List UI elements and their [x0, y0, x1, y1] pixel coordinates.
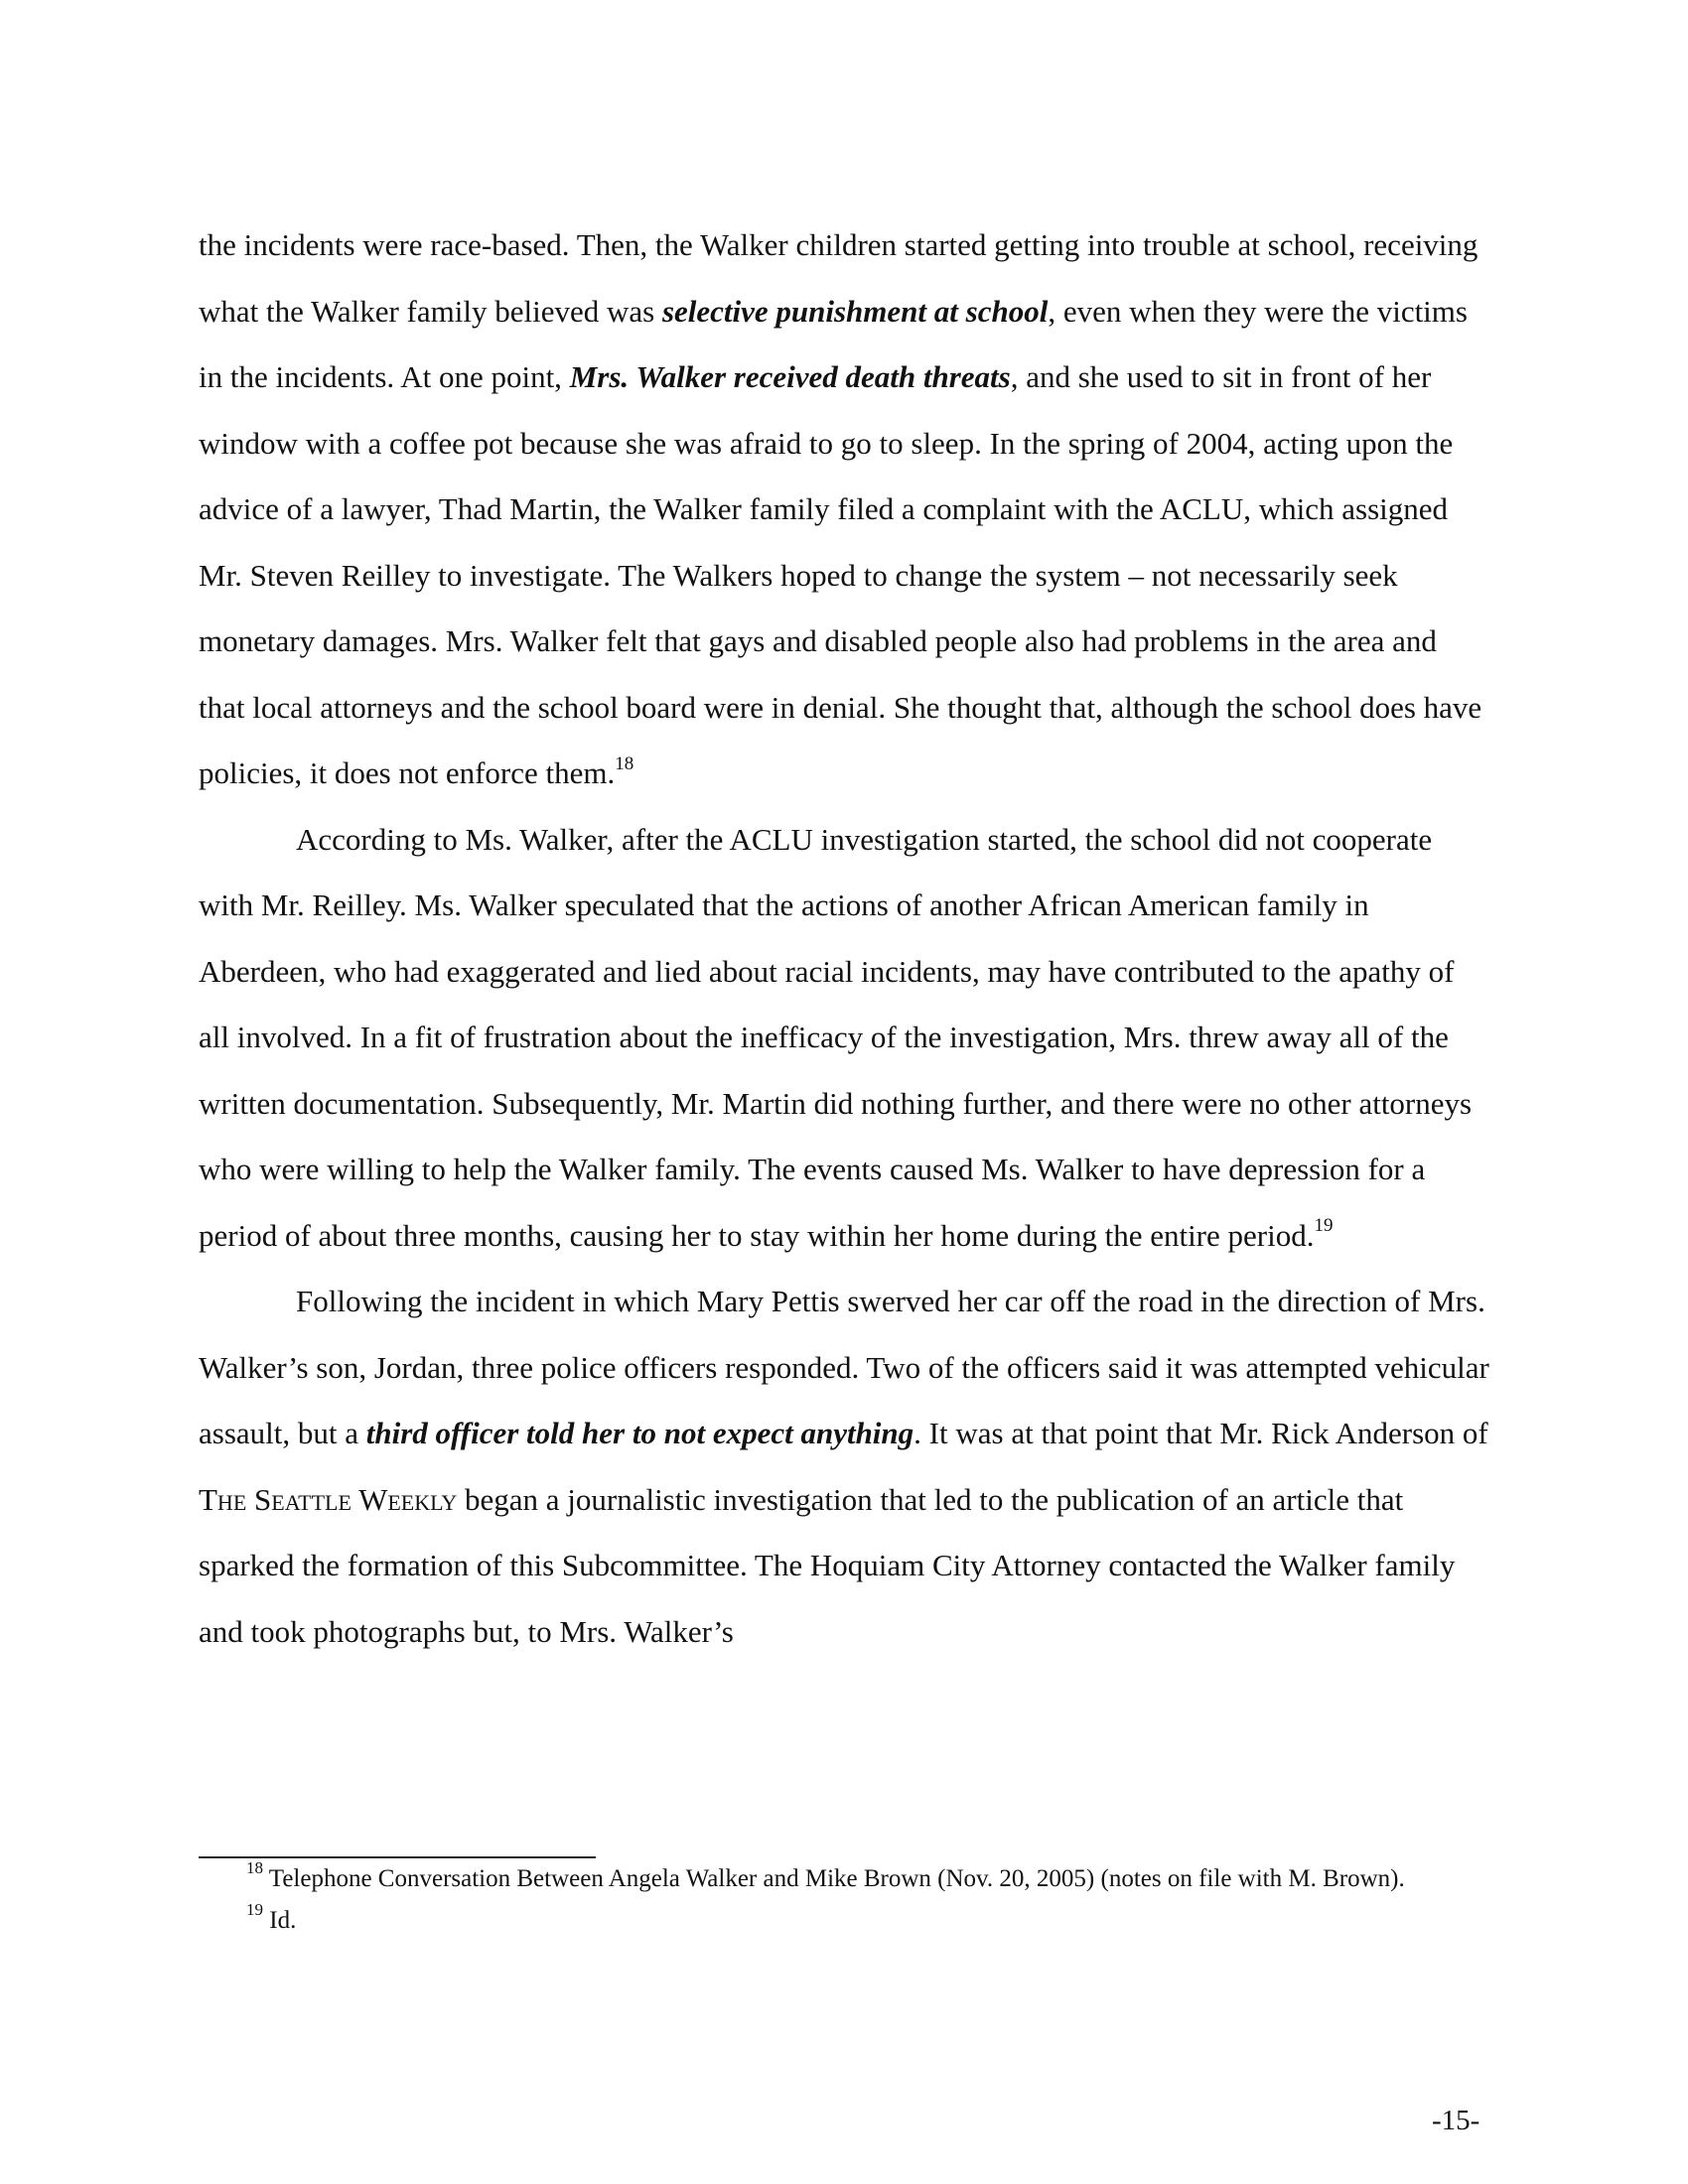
paragraph-2	[199, 807, 1489, 1270]
text-run: According to Ms. Walker, after the ACLU investigation started, the school did not cooperate with Mr. Reilley. Ms. Walker speculated that the actions of another African American family in Aberdeen, who had exaggerated and lied about racial incidents, may have contributed to the apathy of all involved. In a fit of frustration about the inefficacy of the investigation, Mrs. threw away all of the written documentation. Subsequently, Mr. Martin did nothing further, and there were no other attorneys who were willing to help the Walker family. The events caused Ms. Walker to have depression for a period of about three months, causing her to stay within her home during the entire period.	[199, 821, 1473, 1253]
text-run: Following the incident in which Mary Pettis swerved her car off the road in the direction of Mrs. Walker’s son, Jordan, three police officers responded. Two of the officers said it was attempted vehicular assault, but a	[199, 1284, 1489, 1450]
footnote-ref-19[interactable]: 19	[1314, 1215, 1334, 1237]
footnote-text: Telephone Conversation Between Angela Walker and Mike Brown (Nov. 20, 2005) (notes on file with M. Brown).	[263, 1865, 1405, 1892]
text-run: . It was at that point that Mr. Rick Anderson of	[914, 1416, 1488, 1450]
paragraph-3	[199, 1269, 1489, 1665]
publication-name: The Seattle Weekly	[199, 1481, 458, 1517]
text-run: began a journalistic investigation that led to the publication of an article that sparked the formation of this Subcommittee. The Hoquiam City Attorney contacted the Walker family and took photographs but, to Mrs. Walker’s	[199, 1481, 1456, 1649]
footnote-18	[199, 1857, 1489, 1894]
footnote-19	[199, 1899, 1489, 1936]
text-run: the incidents were race-based. Then, the Walker children started getting into trouble at school, receiving what the Walker family believed was	[199, 227, 1478, 329]
emphasis-third-officer: third officer told her to not expect anything	[365, 1416, 914, 1450]
footnote-text: Id.	[263, 1907, 297, 1934]
body-text	[199, 212, 1489, 1665]
page-number: -15-	[1432, 2105, 1480, 2136]
footnote-ref-18[interactable]: 18	[615, 752, 634, 774]
emphasis-selective-punishment: selective punishment at school	[661, 293, 1049, 329]
paragraph-1	[199, 212, 1489, 807]
text-run: , and she used to sit in front of her window with a coffee pot because she was afraid to go to sleep. In the spring of 2004, acting upon the advice of a lawyer, Thad Martin, the Walker family filed a complaint with the ACLU, which assigned Mr. Steven Reilley to investigate. The Walkers hoped to change the system – not necessarily seek monetary damages. Mrs. Walker felt that gays and disabled people also had problems in the area and that local attorneys and the school board were in denial. She thought that, although the school does have policies, it does not enforce them.	[199, 359, 1482, 790]
emphasis-death-threats: Mrs. Walker received death threats	[569, 359, 1011, 394]
footnote-number: 19	[246, 1899, 263, 1919]
text-run: , even when they were the victims in the incidents. At one point,	[199, 293, 1468, 394]
footnote-number: 18	[246, 1857, 263, 1877]
footnotes	[199, 1857, 1489, 1948]
